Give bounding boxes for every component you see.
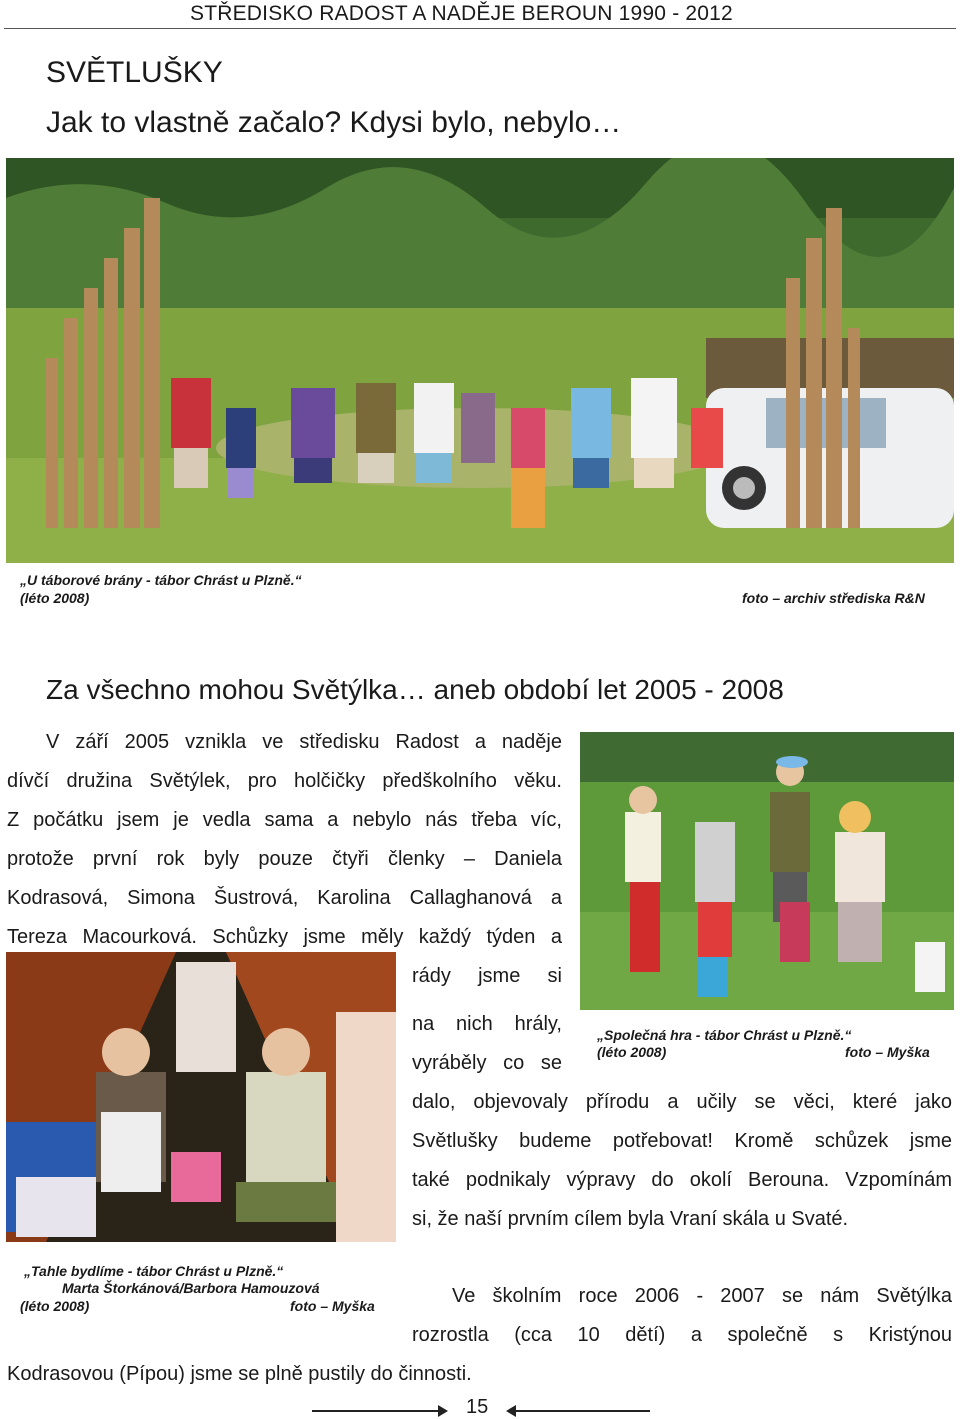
text-line-15: rozrostla (cca 10 dětí) a společně s Kristýnou [412,1324,952,1346]
text-line-8: na nich hrály, [412,1013,562,1035]
photo1-caption-credit: foto – archiv střediska R&N [742,590,925,606]
section-title: SVĚTLUŠKY [46,56,223,89]
text-line-11: Světlušky budeme potřebovat! Kromě schůzek jsme [412,1130,952,1152]
photo1-caption-date: (léto 2008) [20,590,90,606]
section-subtitle: Jak to vlastně začalo? Kdysi bylo, nebylo… [46,106,622,139]
text-line-16: Kodrasovou (Pípou) jsme se plně pustily do činnosti. [7,1363,472,1385]
text-line-12: také podnikaly výpravy do okolí Berouna. Vzpomínám [412,1169,952,1191]
text-line-1: V září 2005 vznikla ve středisku Radost a naděje [46,731,562,753]
photo3-caption-names: Marta Štorkánová/Barbora Hamouzová [62,1280,320,1296]
text-line-10: dalo, objevovaly přírodu a učily se věci, které jako [412,1091,952,1113]
text-line-4: protože první rok byly pouze čtyři členky – Daniela [7,848,562,870]
footer-arrow-right-icon [438,1405,448,1417]
text-line-7: rády jsme si [412,965,562,987]
text-line-2: dívčí družina Světýlek, pro holčičky předškolního věku. [7,770,562,792]
text-line-9: vyráběly co se [412,1052,562,1074]
footer-line-right [516,1410,650,1412]
text-line-13: si, že naší prvním cílem byla Vraní skála u Svaté. [412,1208,849,1230]
photo-tent-interior [6,952,396,1242]
photo-camp-gate [6,158,954,563]
photo3-caption-title: „Tahle bydlíme - tábor Chrást u Plzně.“ [24,1263,284,1279]
photo2-caption-date: (léto 2008) [597,1044,667,1060]
footer-line-left [312,1410,440,1412]
photo2-caption-credit: foto – Myška [845,1044,930,1060]
text-line-14: Ve školním roce 2006 - 2007 se nám Světýlka [452,1285,952,1307]
header-divider [4,28,956,29]
text-line-5: Kodrasová, Simona Šustrová, Karolina Callaghanová a [7,887,562,909]
photo-group-game [580,732,954,1010]
page-number: 15 [466,1396,489,1418]
photo3-caption-date: (léto 2008) [20,1298,90,1314]
running-header: STŘEDISKO RADOST A NADĚJE BEROUN 1990 - 2012 [190,2,733,25]
photo3-caption-credit: foto – Myška [290,1298,375,1314]
photo1-caption-title: „U táborové brány - tábor Chrást u Plzně.“ [20,572,302,588]
footer-arrow-left-icon [506,1405,516,1417]
photo2-caption-title: „Společná hra - tábor Chrást u Plzně.“ [597,1027,852,1043]
text-line-3: Z počátku jsem je vedla sama a nebylo nás třeba víc, [7,809,562,831]
article-heading: Za všechno mohou Světýlka… aneb období let 2005 - 2008 [46,674,784,705]
text-line-6: Tereza Macourková. Schůzky jsme měly každý týden a [7,926,562,948]
